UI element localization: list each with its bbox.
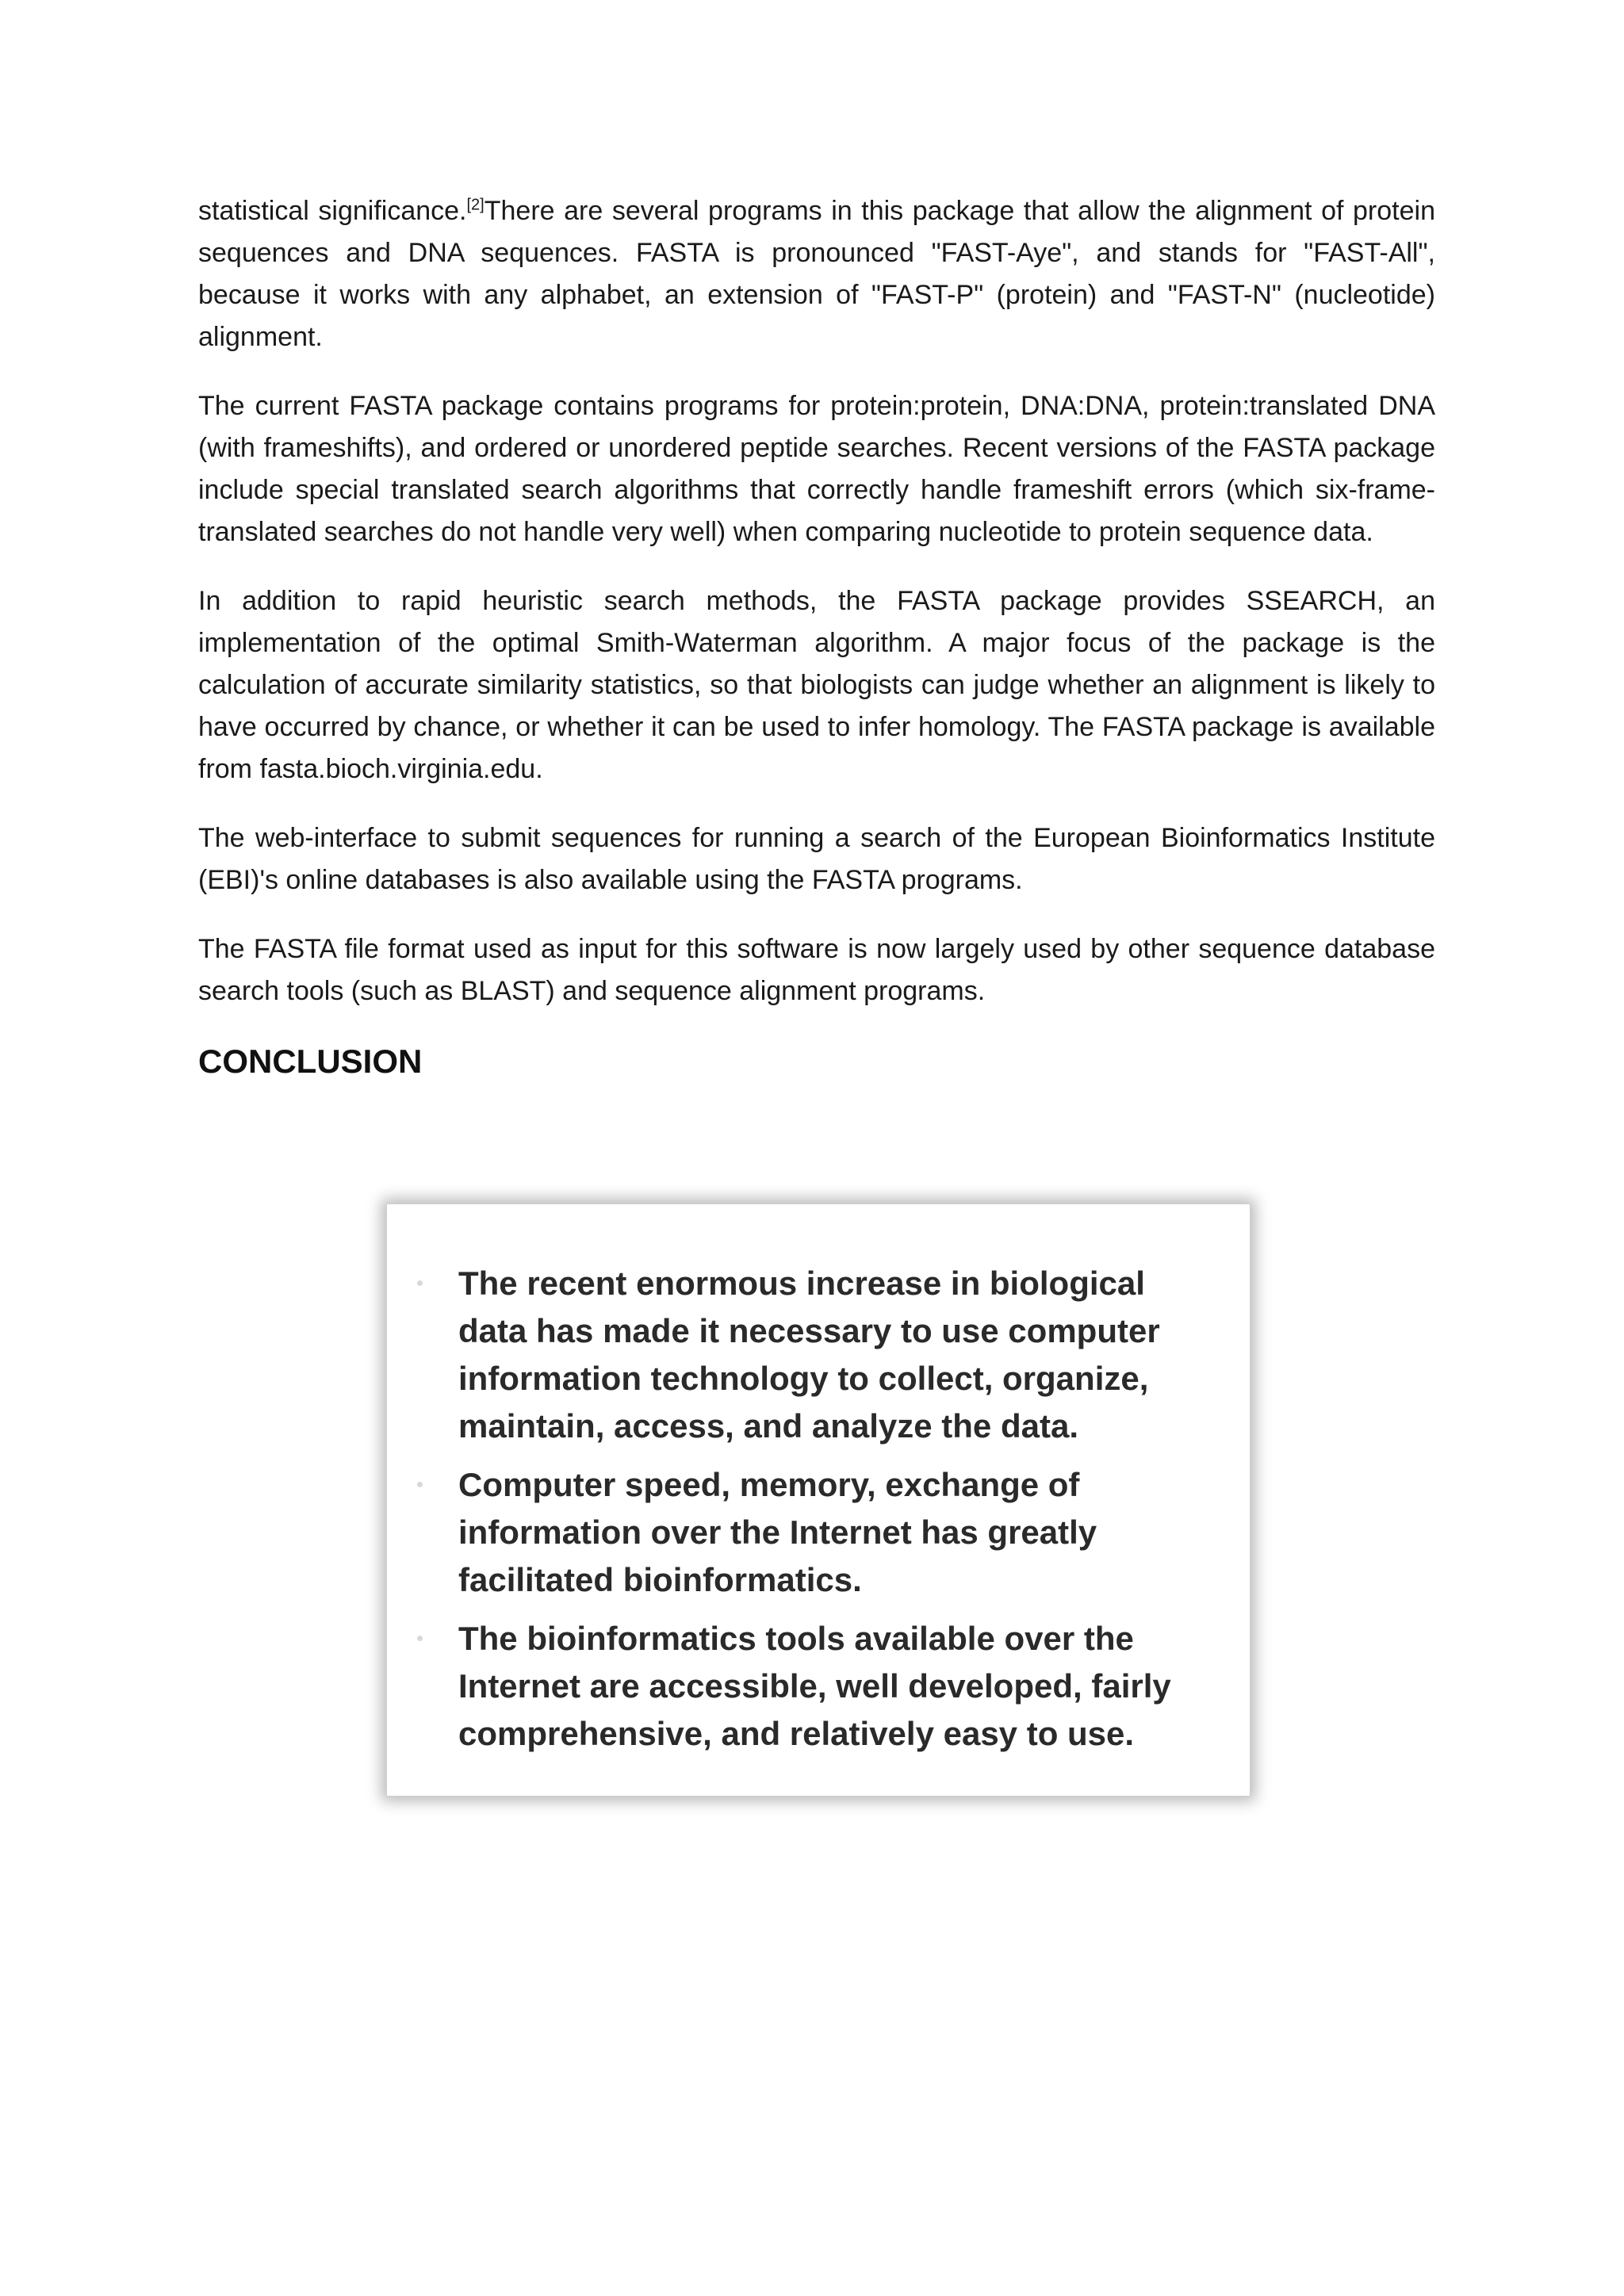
bullet-dot-icon	[417, 1636, 423, 1641]
paragraph-4: The web-interface to submit sequences for running a search of the European Bioinformatics Institute (EBI)'s online databases is also available using the FASTA programs.	[198, 823, 1435, 895]
section-heading: CONCLUSION	[198, 1043, 423, 1080]
paragraph-3: In addition to rapid heuristic search methods, the FASTA package provides SSEARCH, an implementation of the optimal Smith-Waterman algorithm. A major focus of the package is the calculation of accurate similarity statistics, so that biologists can judge whether an alignment is likely to have occurred by chance, or whether it can be used to infer homology. The FASTA package is available from fasta.bioch.virginia.edu.	[198, 586, 1435, 784]
slide-bullet-text: Computer speed, memory, exchange of information over the Internet has greatly facilitated bioinformatics.	[458, 1466, 1097, 1598]
slide-bullet-2	[411, 1461, 1218, 1604]
slide-content	[411, 1260, 1218, 1780]
conclusion-slide-image	[386, 1203, 1251, 1797]
slide-bullet-text: The recent enormous increase in biological data has made it necessary to use computer information technology to collect, organize, maintain, access, and analyze the data.	[458, 1265, 1160, 1445]
slide-bullet-3	[411, 1615, 1218, 1758]
bullet-dot-icon	[417, 1280, 423, 1286]
slide-bullet-text: The bioinformatics tools available over the Internet are accessible, well developed, fairly comprehensive, and relatively easy to use.	[458, 1620, 1171, 1752]
paragraph-5: The FASTA file format used as input for this software is now largely used by other sequence database search tools (such as BLAST) and sequence alignment programs.	[198, 934, 1435, 1006]
slide-bullet-1	[411, 1260, 1218, 1450]
paragraph-2: The current FASTA package contains programs for protein:protein, DNA:DNA, protein:translated DNA (with frameshifts), and ordered or unordered peptide searches. Recent versions of the FASTA package include special translated search algorithms that correctly handle frameshift errors (which six-frame-translated searches do not handle very well) when comparing nucleotide to protein sequence data.	[198, 391, 1435, 547]
text-column	[198, 190, 1435, 1084]
paragraph-1-lead: statistical significance.	[198, 196, 467, 226]
paragraph-1-body: There are several programs in this package that allow the alignment of protein sequences and DNA sequences. FASTA is pronounced "FAST-Aye", and stands for "FAST-All", because it works with any alphabet, an extension of "FAST-P" (protein) and "FAST-N" (nucleotide) alignment.	[198, 196, 1435, 352]
bullet-dot-icon	[417, 1482, 423, 1487]
reference-marker: [2]	[466, 196, 485, 214]
paragraph-1	[198, 190, 1435, 358]
slide-bullet-list	[411, 1260, 1218, 1758]
